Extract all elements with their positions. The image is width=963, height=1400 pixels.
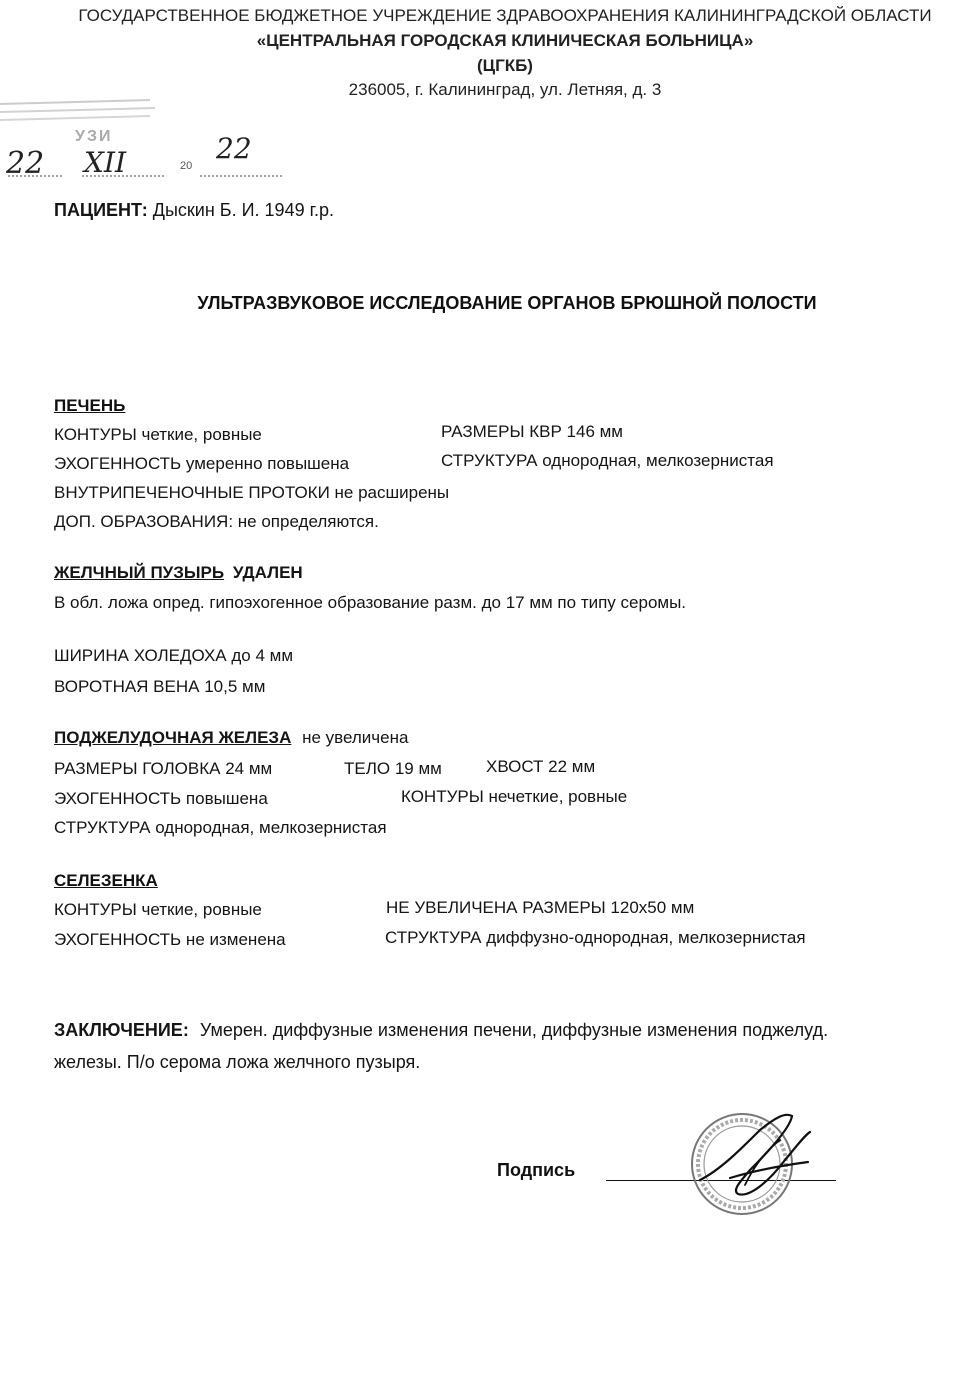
liver-structure: СТРУКТУРА однородная, мелкозернистая: [441, 451, 774, 470]
org-line-2: «ЦЕНТРАЛЬНАЯ ГОРОДСКАЯ КЛИНИЧЕСКАЯ БОЛЬНИЦА»: [256, 31, 754, 50]
date-year: 22: [216, 132, 252, 165]
pancreas-heading: ПОДЖЕЛУДОЧНАЯ ЖЕЛЕЗА: [54, 728, 292, 747]
date-month: XII: [84, 146, 127, 179]
spleen-structure: СТРУКТУРА диффузно-однородная, мелкозернистая: [385, 928, 806, 947]
handwritten-signature-icon: [690, 1110, 820, 1205]
date-day: 22: [6, 146, 45, 181]
spleen-size: НЕ УВЕЛИЧЕНА РАЗМЕРЫ 120х50 мм: [386, 898, 695, 917]
portal-vein: ВОРОТНАЯ ВЕНА 10,5 мм: [54, 677, 266, 696]
gallbladder-status: УДАЛЕН: [232, 563, 303, 582]
liver-echogenicity: ЭХОГЕННОСТЬ умеренно повышена: [54, 454, 350, 473]
patient-value: Дыскин Б. И. 1949 г.р.: [152, 200, 334, 220]
org-abbreviation: (ЦГКБ): [477, 56, 533, 75]
signature-label: Подпись: [497, 1160, 576, 1180]
choledoch-width: ШИРИНА ХОЛЕДОХА до 4 мм: [54, 646, 294, 665]
pancreas-tail-size: ХВОСТ 22 мм: [486, 757, 596, 776]
pancreas-structure: СТРУКТУРА однородная, мелкозернистая: [54, 818, 387, 837]
liver-heading: ПЕЧЕНЬ: [54, 396, 126, 415]
gallbladder-heading: ЖЕЛЧНЫЙ ПУЗЫРЬ: [54, 563, 225, 582]
pancreas-contours: КОНТУРЫ нечеткие, ровные: [401, 787, 628, 806]
pancreas-head-size: РАЗМЕРЫ ГОЛОВКА 24 мм: [54, 759, 273, 778]
page-title: УЛЬТРАЗВУКОВОЕ ИССЛЕДОВАНИЕ ОРГАНОВ БРЮШНОЙ ПОЛОСТИ: [197, 293, 817, 313]
org-address: 236005, г. Калининград, ул. Летняя, д. 3: [348, 80, 662, 99]
spleen-heading: СЕЛЕЗЕНКА: [54, 871, 158, 890]
spleen-contours: КОНТУРЫ четкие, ровные: [54, 900, 262, 919]
date-year-prefix: 20: [180, 160, 193, 172]
pancreas-echogenicity: ЭХОГЕННОСТЬ повышена: [54, 789, 268, 808]
liver-contours: КОНТУРЫ четкие, ровные: [54, 425, 262, 444]
conclusion-line-1: [54, 1020, 828, 1041]
pancreas-heading-line: [54, 728, 408, 748]
handwritten-date: [4, 130, 294, 190]
patient-label: ПАЦИЕНТ:: [54, 200, 148, 220]
liver-ducts: ВНУТРИПЕЧЕНОЧНЫЕ ПРОТОКИ не расширены: [54, 483, 450, 502]
liver-size: РАЗМЕРЫ КВР 146 мм: [441, 422, 623, 441]
stamp-usi-text: УЗИ: [75, 128, 113, 145]
spleen-echogenicity: ЭХОГЕННОСТЬ не изменена: [54, 930, 286, 949]
gallbladder-note: В обл. ложа опред. гипоэхогенное образование разм. до 17 мм по типу серомы.: [54, 593, 687, 612]
stamp-lines-graphic: [0, 98, 160, 128]
date-underline-graphic: [4, 170, 294, 184]
conclusion-text-1: Умерен. диффузные изменения печени, диффузные изменения поджелуд.: [199, 1020, 829, 1040]
pancreas-status: не увеличена: [302, 728, 409, 747]
org-line-1: ГОСУДАРСТВЕННОЕ БЮДЖЕТНОЕ УЧРЕЖДЕНИЕ ЗДРАВООХРАНЕНИЯ КАЛИНИНГРАДСКОЙ ОБЛАСТИ: [78, 6, 932, 25]
gallbladder-heading-line: [54, 563, 303, 583]
patient-line: [54, 200, 334, 221]
conclusion-text-2: железы. П/о серома ложа желчного пузыря.: [54, 1052, 421, 1072]
conclusion-label: ЗАКЛЮЧЕНИЕ:: [54, 1020, 189, 1040]
pancreas-body-size: ТЕЛО 19 мм: [344, 759, 442, 778]
liver-extra-formations: ДОП. ОБРАЗОВАНИЯ: не определяются.: [54, 512, 379, 531]
